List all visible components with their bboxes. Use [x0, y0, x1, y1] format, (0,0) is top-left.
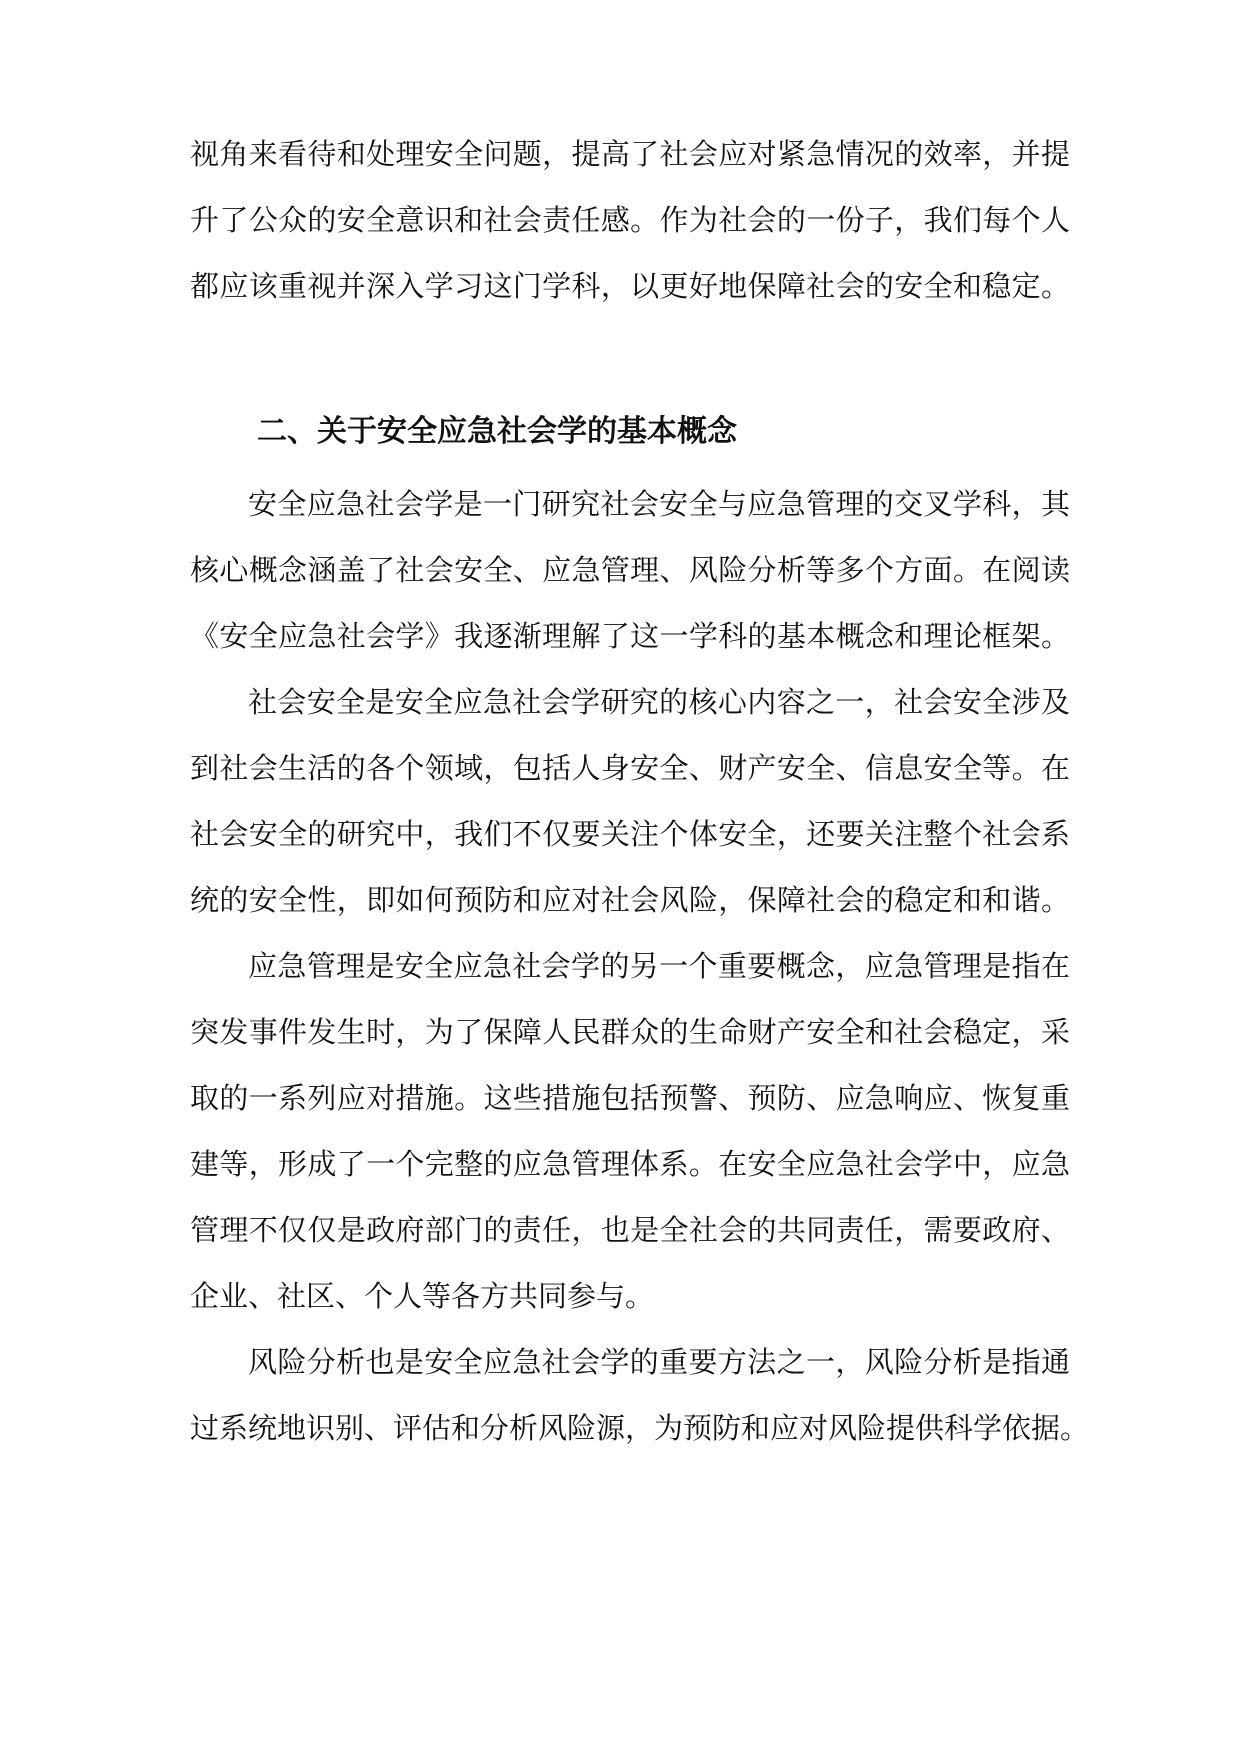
p1-line-2: 核心概念涵盖了社会安全、应急管理、风险分析等多个方面。在阅读 — [190, 553, 1070, 587]
p2-line-1: 社会安全是安全应急社会学研究的核心内容之一，社会安全涉及 — [248, 685, 1070, 719]
p3-line-6: 企业、社区、个人等各方共同参与。 — [190, 1279, 655, 1313]
p3-line-1: 应急管理是安全应急社会学的另一个重要概念，应急管理是指在 — [248, 949, 1070, 983]
p4-line-2: 过系统地识别、评估和分析风险源，为预防和应对风险提供科学依据。 — [190, 1411, 1090, 1445]
intro-line-1: 视角来看待和处理安全问题，提高了社会应对紧急情况的效率，并提 — [190, 137, 1070, 171]
p1-line-1: 安全应急社会学是一门研究社会安全与应急管理的交叉学科，其 — [248, 487, 1070, 521]
intro-line-2: 升了公众的安全意识和社会责任感。作为社会的一份子，我们每个人 — [190, 203, 1070, 237]
intro-line-3: 都应该重视并深入学习这门学科，以更好地保障社会的安全和稳定。 — [190, 269, 1070, 303]
section-heading: 二、关于安全应急社会学的基本概念 — [257, 414, 737, 449]
p2-line-4: 统的安全性，即如何预防和应对社会风险，保障社会的稳定和和谐。 — [190, 883, 1070, 917]
p4-line-1: 风险分析也是安全应急社会学的重要方法之一，风险分析是指通 — [248, 1345, 1070, 1379]
p2-line-2: 到社会生活的各个领域，包括人身安全、财产安全、信息安全等。在 — [190, 751, 1070, 785]
p1-line-3: 《安全应急社会学》我逐渐理解了这一学科的基本概念和理论框架。 — [190, 619, 1070, 653]
p3-line-2: 突发事件发生时，为了保障人民群众的生命财产安全和社会稳定，采 — [190, 1015, 1070, 1049]
p3-line-5: 管理不仅仅是政府部门的责任，也是全社会的共同责任，需要政府、 — [190, 1213, 1070, 1247]
p2-line-3: 社会安全的研究中，我们不仅要关注个体安全，还要关注整个社会系 — [190, 817, 1070, 851]
p3-line-3: 取的一系列应对措施。这些措施包括预警、预防、应急响应、恢复重 — [190, 1081, 1070, 1115]
p3-line-4: 建等，形成了一个完整的应急管理体系。在安全应急社会学中，应急 — [190, 1147, 1070, 1181]
